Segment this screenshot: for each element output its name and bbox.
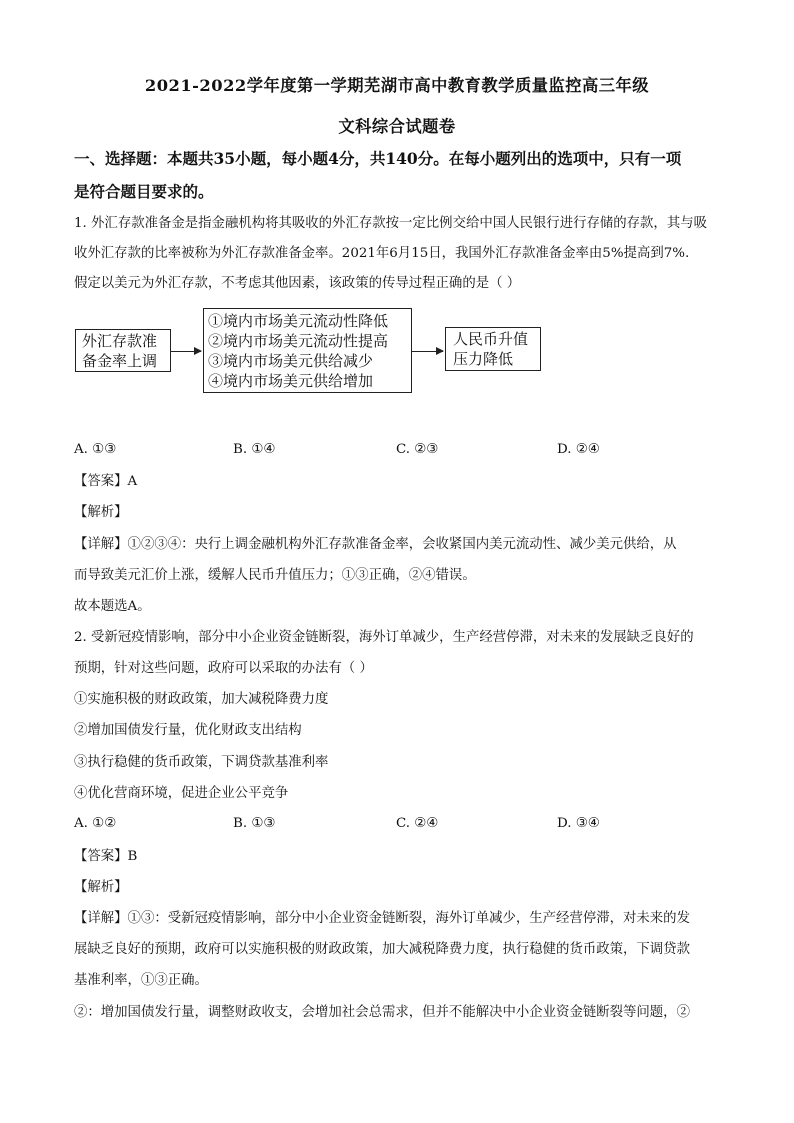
q2-stem-line-1: 2. 受新冠疫情影响，部分中小企业资金链断裂，海外订单减少，生产经营停滞，对未来的发展缺乏良好的 [74,630,694,645]
diagram-result-box [445,327,541,371]
diagram-cause-line-2: 备金率上调 [82,352,158,370]
q2-stem-line-2: 预期，针对这些问题，政府可以采取的办法有（ ） [74,661,373,676]
section-heading-line-2: 是符合题目要求的。 [74,182,214,201]
q2-option-c: C. ②④ [396,816,439,831]
q1-analysis-label: 【解析】 [74,505,128,520]
q1-option-d: D. ②④ [557,442,600,457]
diagram-transmission-box [203,308,412,393]
q1-stem-line-2: 收外汇存款的比率被称为外汇存款准备金率。2021年6月15日，我国外汇存款准备金率由5%提高到7%. [74,246,690,261]
q2-detail-line-2: 展缺乏良好的预期，政府可以实施积极的财政政策，加大减税降费力度，执行稳健的货币政策，下调贷款 [74,942,690,957]
diagram-cause-box [75,329,171,372]
diagram-arrow-1 [171,351,201,352]
q2-statement-1: ①实施积极的财政政策，加大减税降费力度 [74,692,329,707]
diagram-arrow-2 [412,351,443,352]
q2-detail-line-3: 基准利率，①③正确。 [74,973,208,988]
q2-statement-2: ②增加国债发行量，优化财政支出结构 [74,723,302,738]
q1-detail-line-3: 故本题选A。 [74,599,151,614]
diagram-step-3: ③境内市场美元供给减少 [208,352,374,370]
q1-answer: 【答案】A [74,474,138,489]
q2-option-b: B. ①③ [233,816,276,831]
q1-detail-line-1: 【详解】①②③④：央行上调金融机构外汇存款准备金率，会收紧国内美元流动性、减少美元供给，从 [74,537,677,552]
q2-detail-line-1: 【详解】①③：受新冠疫情影响，部分中小企业资金链断裂，海外订单减少，生产经营停滞，对未来的发 [74,911,690,926]
q2-answer: 【答案】B [74,849,138,864]
q2-statement-3: ③执行稳健的货币政策，下调贷款基准利率 [74,755,329,770]
diagram-step-4: ④境内市场美元供给增加 [208,372,374,390]
q1-option-a: A. ①③ [74,442,117,457]
q2-option-a: A. ①② [74,816,117,831]
q2-analysis-label: 【解析】 [74,880,128,895]
q1-stem-line-3: 假定以美元为外汇存款，不考虑其他因素，该政策的传导过程正确的是（ ） [74,276,521,291]
diagram-cause-line-1: 外汇存款准 [82,332,158,350]
q2-statement-4: ④优化营商环境，促进企业公平竞争 [74,786,289,801]
diagram-step-1: ①境内市场美元流动性降低 [208,312,389,330]
section-heading-line-1: 一、选择题：本题共35小题，每小题4分，共140分。在每小题列出的选项中，只有一项 [74,149,682,168]
q1-option-c: C. ②③ [396,442,439,457]
diagram-step-2: ②境内市场美元流动性提高 [208,332,389,350]
exam-subtitle: 文科综合试题卷 [338,117,456,136]
q1-stem-line-1: 1. 外汇存款准备金是指金融机构将其吸收的外汇存款按一定比例交给中国人民银行进行存储的存款，其与吸 [74,216,707,231]
q1-option-b: B. ①④ [233,442,276,457]
q1-detail-line-2: 而导致美元汇价上涨，缓解人民币升值压力；①③正确，②④错误。 [74,568,476,583]
q2-option-d: D. ③④ [557,816,600,831]
exam-title: 2021-2022学年度第一学期芜湖市高中教育教学质量监控高三年级 [144,76,650,95]
diagram-result-line-2: 压力降低 [453,350,514,368]
q2-detail-line-4: ②：增加国债发行量，调整财政收支，会增加社会总需求，但并不能解决中小企业资金链断裂等问题，② [74,1005,690,1020]
diagram-result-line-1: 人民币升值 [453,330,529,348]
